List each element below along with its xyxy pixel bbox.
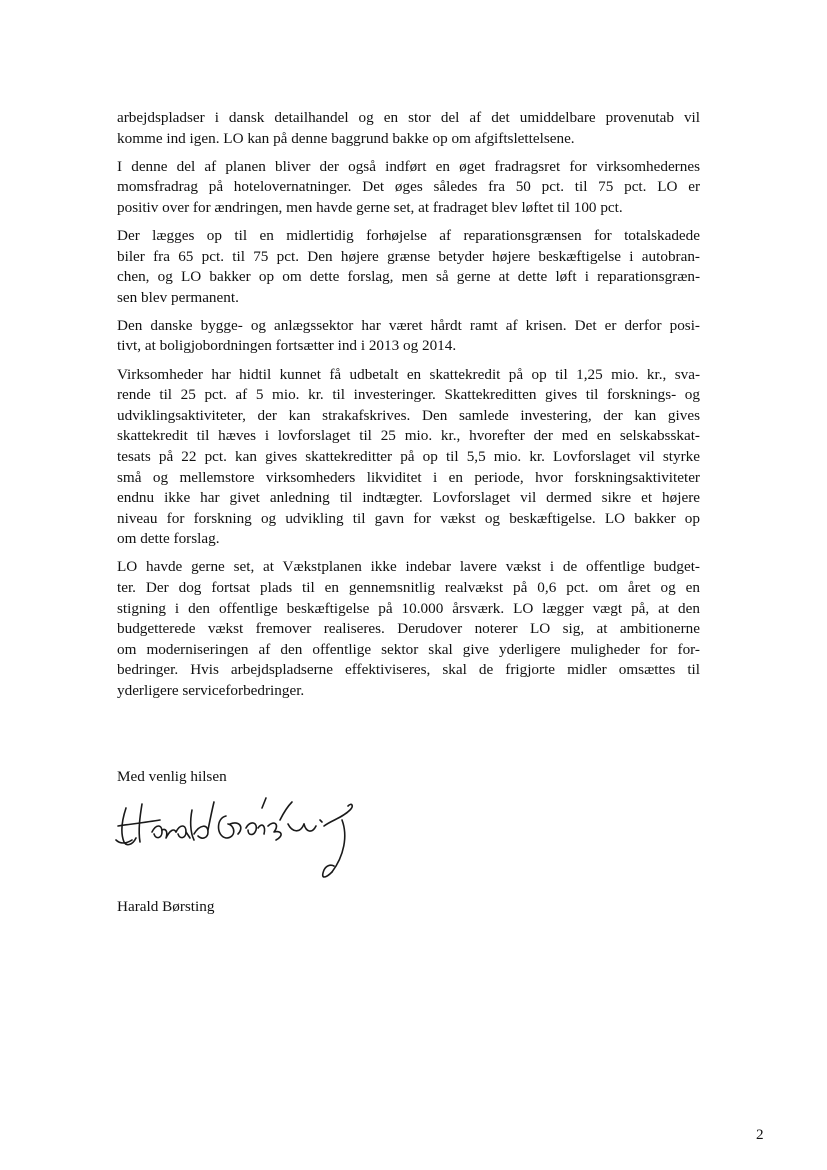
text-line: udviklingsaktiviteter, der kan strakafskrives. Den samlede investering, der kan gives: [117, 406, 700, 424]
paragraph-repair-limit: [117, 226, 700, 308]
text-line: Virksomheder har hidtil kunnet få udbetalt en skattekredit på op til 1,25 mio. kr., sva-: [117, 365, 700, 383]
text-line: LO havde gerne set, at Vækstplanen ikke indebar lavere vækst i de offentlige budget-: [117, 558, 700, 576]
text-line: arbejdspladser i dansk detailhandel og en stor del af det umiddelbare provenutab vil: [117, 109, 700, 126]
text-line: rende til 25 pct. af 5 mio. kr. til investeringer. Skattekreditten gives til forsknings- og: [117, 386, 700, 404]
text-line: niveau for forskning og udvikling til gavn for vækst og beskæftigelse. LO bakker op: [117, 509, 700, 527]
text-line: tesats på 22 pct. kan gives skattekreditter på op til 5,5 mio. kr. Lovforslaget vil styrke: [117, 447, 700, 465]
text-line: små og mellemstore virksomheders likviditet i en periode, hvor forskningsaktiviteter: [117, 468, 700, 486]
signer-name: Harald Børsting: [117, 898, 215, 915]
text-line: ter. Der dog fortsat plads til en gennemsnitlig realvækst på 0,6 pct. om året og en: [117, 578, 700, 596]
paragraph-hotel-vat: [117, 157, 700, 219]
letter-body: [117, 108, 700, 709]
text-line: tivt, at boligjobordningen fortsætter ind i 2013 og 2014.: [117, 337, 457, 355]
text-line: biler fra 65 pct. til 75 pct. Den højere grænse betyder højere beskæftigelse i autobran-: [117, 247, 700, 265]
closing-salutation: Med venlig hilsen: [117, 768, 227, 785]
text-line: I denne del af planen bliver der også indført en øget fradragsret for virksomhedernes: [117, 157, 700, 175]
paragraph-retail: [117, 108, 700, 149]
text-line: yderligere serviceforbedringer.: [117, 681, 305, 699]
text-line: budgetterede vækst fremover realiseres. Derudover noterer LO sig, at ambitionerne: [117, 620, 700, 638]
paragraph-tax-credit: [117, 365, 700, 550]
paragraph-public-budgets: [117, 557, 700, 701]
text-line: stigning i den offentlige beskæftigelse på 10.000 årsværk. LO lægger vægt på, at den: [117, 599, 700, 617]
text-line: om dette forslag.: [117, 530, 220, 548]
text-line: endnu ikke har givet anledning til indtægter. Lovforslaget vil dermed sikre et højere: [117, 489, 700, 507]
text-line: Der lægges op til en midlertidig forhøjelse af reparationsgrænsen for totalskadede: [117, 226, 700, 244]
page-number: 2: [756, 1126, 764, 1143]
text-line: sen blev permanent.: [117, 288, 239, 306]
text-line: positiv over for ændringen, men havde gerne set, at fradraget blev løftet til 100 pct.: [117, 198, 623, 216]
text-line: skattekredit til hæves i lovforslaget til 25 mio. kr., hvorefter der med en selskabsskat-: [117, 427, 700, 445]
text-line: momsfradrag på hotelovernatninger. Det øges således fra 50 pct. til 75 pct. LO er: [117, 178, 700, 196]
text-line: Den danske bygge- og anlægssektor har været hårdt ramt af krisen. Det er derfor posi-: [117, 316, 700, 334]
text-line: om moderniseringen af den offentlige sektor skal give yderligere muligheder for for-: [117, 640, 700, 658]
text-line: bedringer. Hvis arbejdspladserne effektiviseres, skal de frigjorte midler omsættes til: [117, 661, 700, 679]
paragraph-construction: [117, 316, 700, 357]
handwritten-signature: [112, 780, 372, 890]
text-line: komme ind igen. LO kan på denne baggrund bakke op om afgiftslettelsene.: [117, 129, 575, 147]
text-line: chen, og LO bakker op om dette forslag, men så gerne at dette løft i reparationsgræn-: [117, 268, 700, 286]
